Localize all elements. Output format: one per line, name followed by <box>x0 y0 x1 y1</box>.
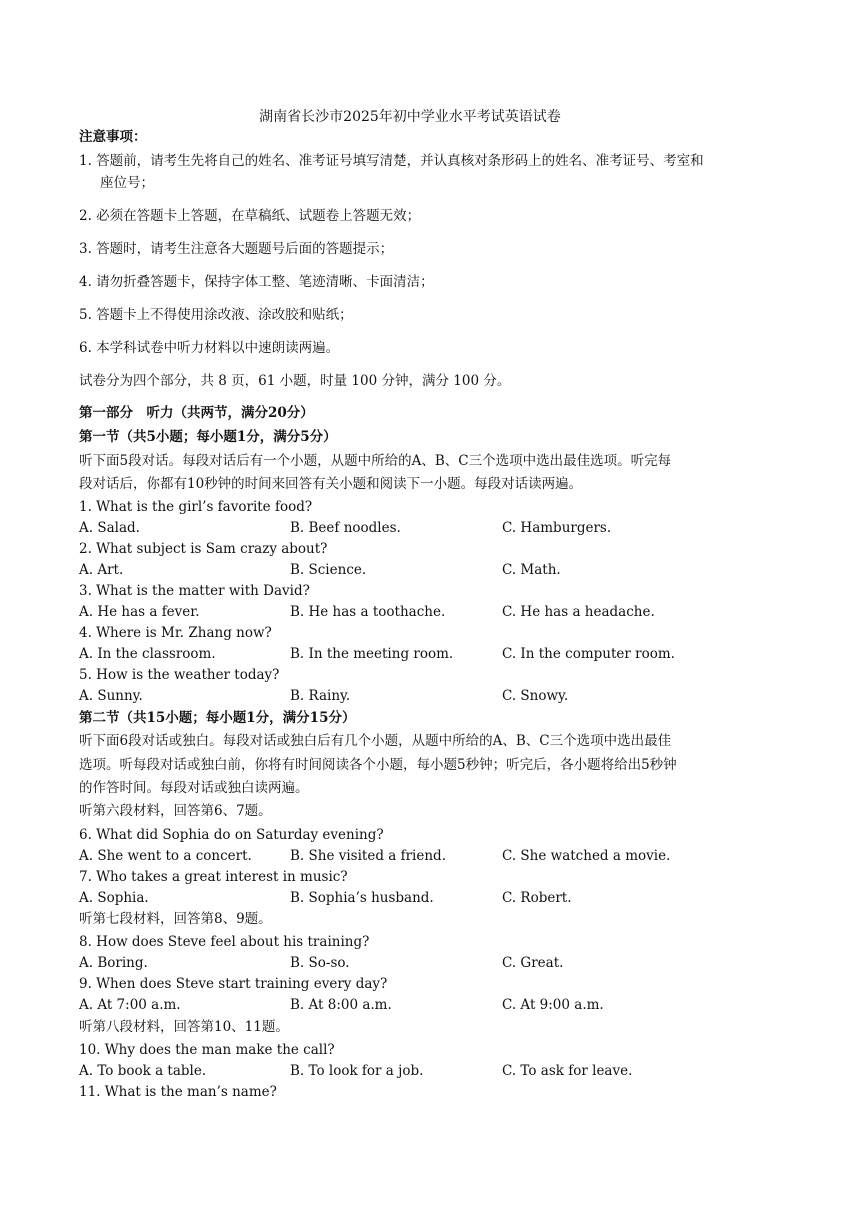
q6-option-a: A. She went to a concert. <box>79 848 252 864</box>
q6-option-c: C. She watched a movie. <box>502 848 671 864</box>
exam-title: 湖南省长沙市2025年初中学业水平考试英语试卷 <box>259 109 561 125</box>
q3-option-a: A. He has a fever. <box>79 604 200 620</box>
q3-option-c: C. He has a headache. <box>502 604 655 620</box>
q4-option-a: A. In the classroom. <box>79 646 216 662</box>
section1-instruction: 听下面5段对话。每段对话后有一个小题，从题中所给的A、B、C三个选项中选出最佳选项。听完每 <box>79 453 672 469</box>
q4-option-b: B. In the meeting room. <box>290 646 454 662</box>
q10-option-b: B. To look for a job. <box>290 1063 424 1079</box>
q1-option-b: B. Beef noodles. <box>290 520 401 536</box>
notice-item: 3. 答题时，请考生注意各大题题号后面的答题提示； <box>79 241 394 257</box>
question-4: 4. Where is Mr. Zhang now? <box>79 625 272 641</box>
q7-option-c: C. Robert. <box>502 890 572 906</box>
section1-heading: 第一节（共5小题；每小题1分，满分5分） <box>79 429 337 445</box>
question-2: 2. What subject is Sam crazy about? <box>79 541 328 557</box>
section2-heading: 第二节（共15小题；每小题1分，满分15分） <box>79 710 356 726</box>
q5-option-b: B. Rainy. <box>290 688 351 704</box>
material-6-heading: 听第六段材料，回答第6、7题。 <box>79 803 272 819</box>
question-1: 1. What is the girl’s favorite food? <box>79 499 313 515</box>
question-9: 9. When does Steve start training every day? <box>79 976 388 992</box>
section2-instruction: 选项。听每段对话或独白前，你将有时间阅读各个小题，每小题5秒钟；听完后，各小题将给出5秒钟 <box>79 757 677 773</box>
q8-option-a: A. Boring. <box>79 955 148 971</box>
q8-option-c: C. Great. <box>502 955 564 971</box>
q2-option-b: B. Science. <box>290 562 367 578</box>
material-8-heading: 听第八段材料，回答第10、11题。 <box>79 1019 289 1035</box>
notice-item: 1. 答题前，请考生先将自己的姓名、准考证号填写清楚，并认真核对条形码上的姓名、准考证号、考室和 <box>79 153 704 169</box>
q9-option-a: A. At 7:00 a.m. <box>79 997 181 1013</box>
q9-option-b: B. At 8:00 a.m. <box>290 997 392 1013</box>
q2-option-a: A. Art. <box>79 562 124 578</box>
section2-instruction: 的作答时间。每段对话或独白读两遍。 <box>79 780 309 796</box>
section2-instruction: 听下面6段对话或独白。每段对话或独白后有几个小题，从题中所给的A、B、C三个选项中选出最佳 <box>79 733 672 749</box>
q1-option-a: A. Salad. <box>79 520 140 536</box>
q2-option-c: C. Math. <box>502 562 561 578</box>
notice-item: 4. 请勿折叠答题卡，保持字体工整、笔迹清晰、卡面清洁； <box>79 274 434 290</box>
q3-option-b: B. He has a toothache. <box>290 604 446 620</box>
question-6: 6. What did Sophia do on Saturday evening? <box>79 827 384 843</box>
q7-option-a: A. Sophia. <box>79 890 149 906</box>
notice-heading: 注意事项： <box>79 129 147 145</box>
q6-option-b: B. She visited a friend. <box>290 848 446 864</box>
q8-option-b: B. So-so. <box>290 955 350 971</box>
notice-item: 座位号； <box>100 175 154 191</box>
material-7-heading: 听第七段材料，回答第8、9题。 <box>79 911 272 927</box>
question-11: 11. What is the man’s name? <box>79 1084 277 1100</box>
question-5: 5. How is the weather today? <box>79 667 280 683</box>
paper-info: 试卷分为四个部分，共 8 页，61 小题，时量 100 分钟，满分 100 分。 <box>79 373 511 389</box>
question-7: 7. Who takes a great interest in music? <box>79 869 348 885</box>
notice-item: 6. 本学科试卷中听力材料以中速朗读两遍。 <box>79 340 340 356</box>
part1-heading: 第一部分 听力（共两节，满分20分） <box>79 405 314 421</box>
notice-item: 2. 必须在答题卡上答题，在草稿纸、试题卷上答题无效； <box>79 208 421 224</box>
q10-option-a: A. To book a table. <box>79 1063 207 1079</box>
q5-option-a: A. Sunny. <box>79 688 143 704</box>
q5-option-c: C. Snowy. <box>502 688 569 704</box>
question-3: 3. What is the matter with David? <box>79 583 310 599</box>
question-10: 10. Why does the man make the call? <box>79 1042 335 1058</box>
q4-option-c: C. In the computer room. <box>502 646 675 662</box>
q1-option-c: C. Hamburgers. <box>502 520 612 536</box>
notice-item: 5. 答题卡上不得使用涂改液、涂改胶和贴纸； <box>79 307 353 323</box>
question-8: 8. How does Steve feel about his training? <box>79 934 370 950</box>
q7-option-b: B. Sophia’s husband. <box>290 890 434 906</box>
section1-instruction: 段对话后，你都有10秒钟的时间来回答有关小题和阅读下一小题。每段对话读两遍。 <box>79 476 583 492</box>
q10-option-c: C. To ask for leave. <box>502 1063 633 1079</box>
q9-option-c: C. At 9:00 a.m. <box>502 997 604 1013</box>
